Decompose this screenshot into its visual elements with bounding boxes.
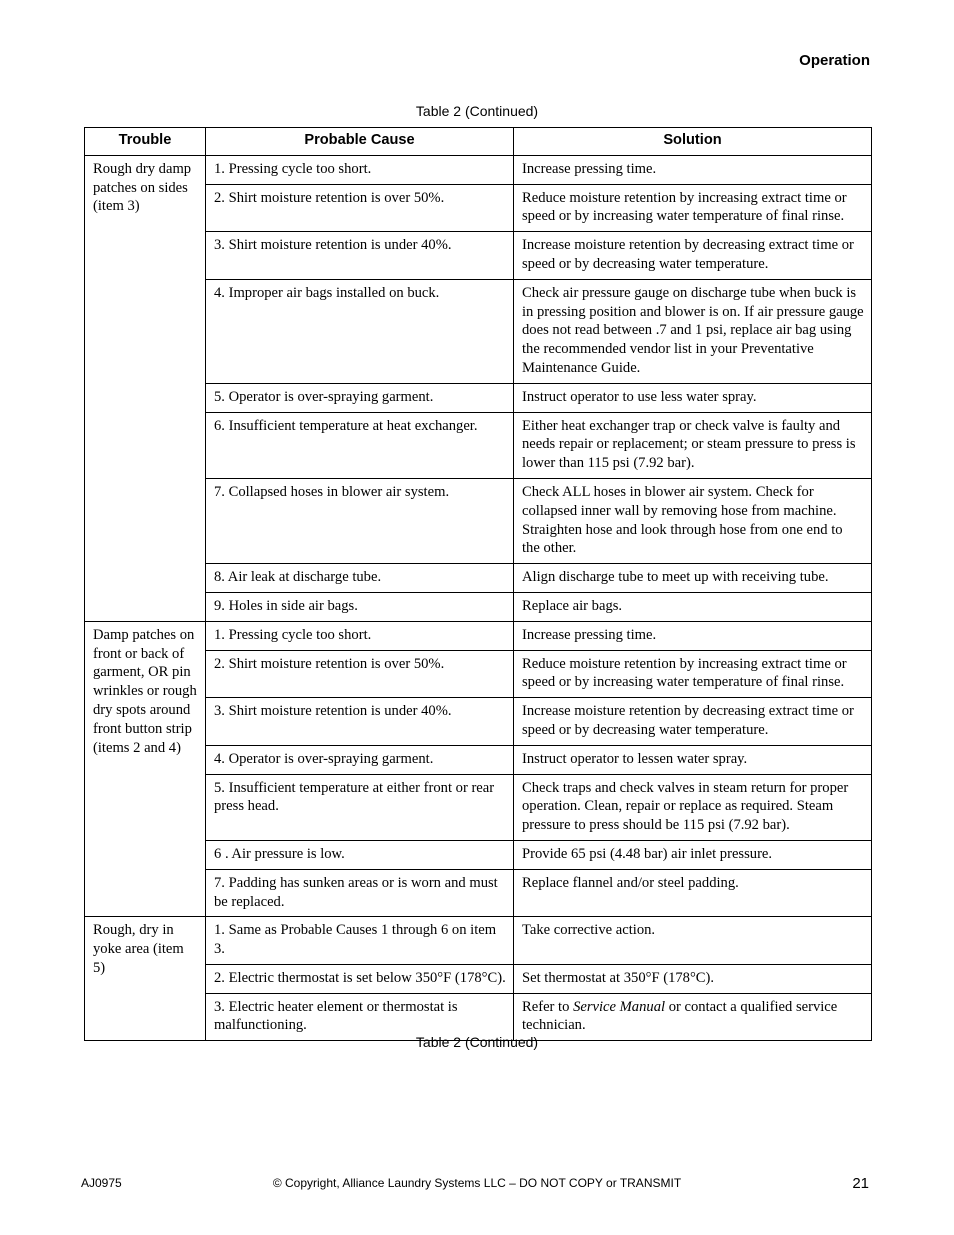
- table-caption-top: Table 2 (Continued): [415, 103, 539, 119]
- solution-cell: Increase pressing time.: [514, 621, 872, 650]
- solution-cell: Increase moisture retention by decreasing extract time or speed or by decreasing water temperature.: [514, 698, 872, 746]
- solution-cell: Instruct operator to lessen water spray.: [514, 745, 872, 774]
- table-row: [85, 621, 872, 650]
- column-header-solution: Solution: [514, 128, 872, 156]
- cause-cell: 2. Shirt moisture retention is over 50%.: [206, 650, 514, 698]
- column-header-trouble: Trouble: [85, 128, 206, 156]
- cause-cell: 1. Same as Probable Causes 1 through 6 on item 3.: [206, 917, 514, 965]
- cause-cell: 2. Electric thermostat is set below 350°F (178°C).: [206, 964, 514, 993]
- cause-cell: 1. Pressing cycle too short.: [206, 621, 514, 650]
- cause-cell: 5. Operator is over-spraying garment.: [206, 383, 514, 412]
- table-row: [85, 917, 872, 965]
- cause-cell: 3. Shirt moisture retention is under 40%.: [206, 698, 514, 746]
- trouble-cell: Rough dry damp patches on sides (item 3): [85, 155, 206, 621]
- cause-cell: 6 . Air pressure is low.: [206, 840, 514, 869]
- solution-cell: Reduce moisture retention by increasing extract time or speed or by increasing water temperature of final rinse.: [514, 650, 872, 698]
- trouble-cell: Damp patches on front or back of garment, OR pin wrinkles or rough dry spots around front button strip (items 2 and 4): [85, 621, 206, 917]
- document-id: AJ0975: [81, 1176, 122, 1190]
- solution-cell: Take corrective action.: [514, 917, 872, 965]
- troubleshooting-table: [84, 127, 872, 1041]
- solution-cell: Align discharge tube to meet up with receiving tube.: [514, 564, 872, 593]
- table-row: [85, 155, 872, 184]
- solution-cell: Increase pressing time.: [514, 155, 872, 184]
- copyright-notice: © Copyright, Alliance Laundry Systems LLC – DO NOT COPY or TRANSMIT: [272, 1176, 682, 1190]
- cause-cell: 6. Insufficient temperature at heat exchanger.: [206, 412, 514, 478]
- solution-text-prefix: Refer to: [522, 998, 574, 1015]
- solution-cell: Check air pressure gauge on discharge tube when buck is in pressing position and blower is on. If air pressure gauge does not read between .7 and 1 psi, replace air bag using the recommended vendor list in your Preventative Maintenance Guide.: [514, 279, 872, 383]
- cause-cell: 5. Insufficient temperature at either front or rear press head.: [206, 774, 514, 840]
- trouble-cell: Rough, dry in yoke area (item 5): [85, 917, 206, 1041]
- cause-cell: 4. Operator is over-spraying garment.: [206, 745, 514, 774]
- solution-cell: Check traps and check valves in steam return for proper operation. Clean, repair or replace as required. Steam pressure to press should be 115 psi (7.92 bar).: [514, 774, 872, 840]
- solution-cell: Instruct operator to use less water spray.: [514, 383, 872, 412]
- service-manual-title: Service Manual: [573, 998, 666, 1015]
- cause-cell: 1. Pressing cycle too short.: [206, 155, 514, 184]
- solution-cell: Increase moisture retention by decreasing extract time or speed or by decreasing water temperature.: [514, 232, 872, 280]
- section-header: Operation: [799, 52, 870, 69]
- cause-cell: 9. Holes in side air bags.: [206, 592, 514, 621]
- cause-cell: 3. Shirt moisture retention is under 40%.: [206, 232, 514, 280]
- cause-cell: 8. Air leak at discharge tube.: [206, 564, 514, 593]
- table-caption-bottom: Table 2 (Continued): [415, 1034, 539, 1050]
- cause-cell: 3. Electric heater element or thermostat is malfunctioning.: [206, 993, 514, 1041]
- cause-cell: 7. Collapsed hoses in blower air system.: [206, 478, 514, 563]
- table-header-row: [85, 128, 872, 156]
- solution-cell: Replace air bags.: [514, 592, 872, 621]
- solution-cell: Set thermostat at 350°F (178°C).: [514, 964, 872, 993]
- page-number: 21: [852, 1175, 869, 1192]
- solution-text-suffix: or contact a qualified service technician.: [522, 998, 838, 1034]
- solution-cell: Provide 65 psi (4.48 bar) air inlet pressure.: [514, 840, 872, 869]
- solution-cell: Replace flannel and/or steel padding.: [514, 869, 872, 917]
- cause-cell: 4. Improper air bags installed on buck.: [206, 279, 514, 383]
- cause-cell: 7. Padding has sunken areas or is worn and must be replaced.: [206, 869, 514, 917]
- solution-cell: Check ALL hoses in blower air system. Check for collapsed inner wall by removing hose from machine. Straighten hose and look through hose from one end to the other.: [514, 478, 872, 563]
- solution-cell: Either heat exchanger trap or check valve is faulty and needs repair or replacement; or steam pressure to press is lower than 115 psi (7.92 bar).: [514, 412, 872, 478]
- solution-cell: Reduce moisture retention by increasing extract time or speed or by increasing water temperature of final rinse.: [514, 184, 872, 232]
- column-header-probable-cause: Probable Cause: [206, 128, 514, 156]
- cause-cell: 2. Shirt moisture retention is over 50%.: [206, 184, 514, 232]
